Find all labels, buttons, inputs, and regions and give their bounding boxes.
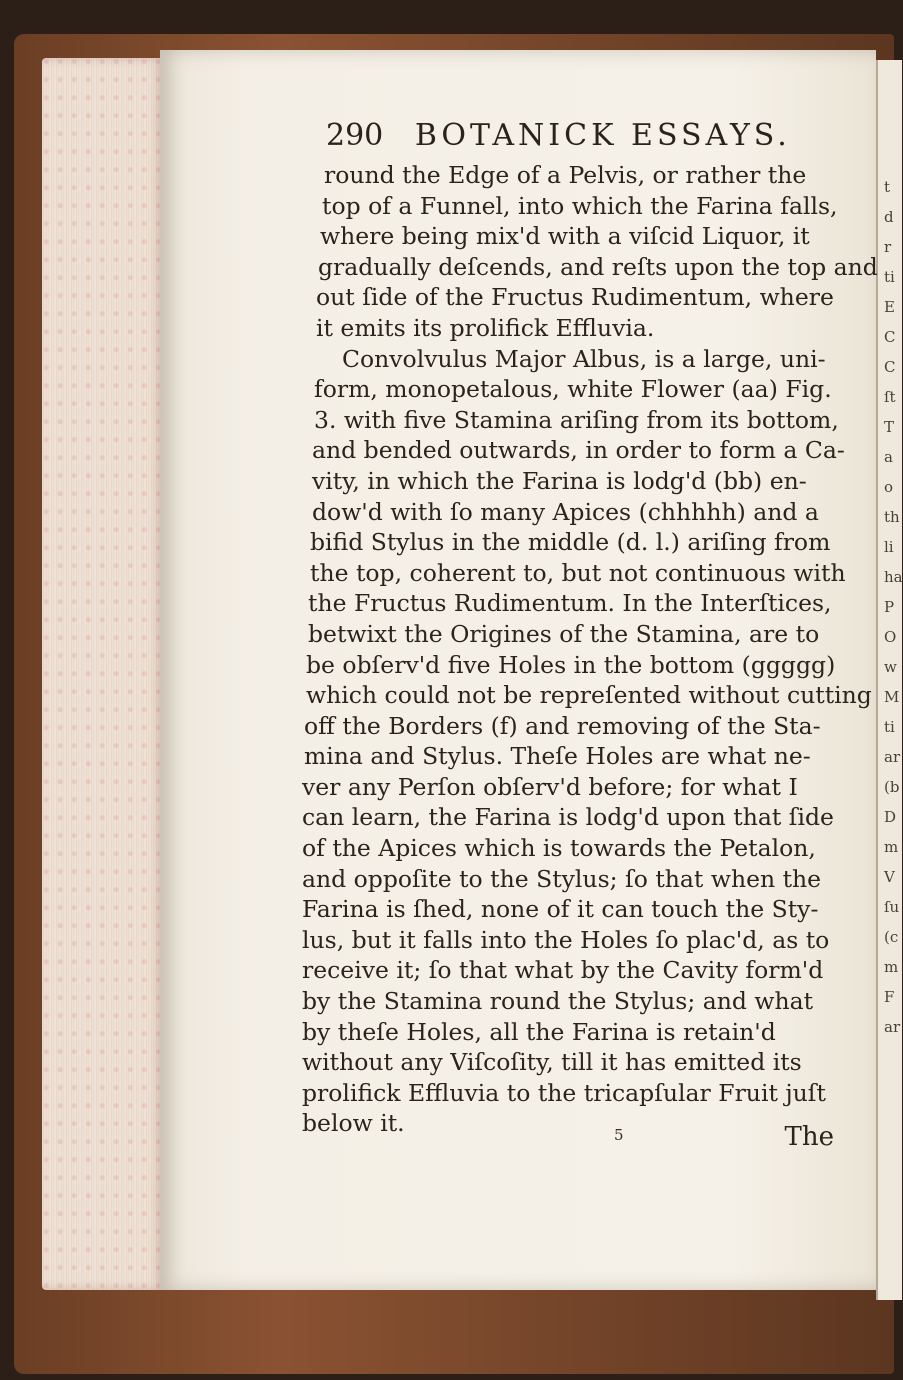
facing-page-fragment: r <box>884 238 892 256</box>
text-line: which could not be repreſented without cutting <box>306 681 872 710</box>
facing-page-edge <box>876 60 902 1300</box>
facing-page-fragment: o <box>884 478 894 496</box>
page-edges <box>42 58 164 1290</box>
text-line: form, monopetalous, white Flower (aa) Fig. <box>314 375 832 404</box>
facing-page-fragment: P <box>884 598 895 616</box>
text-line: by the Stamina round the Stylus; and what <box>302 987 814 1016</box>
facing-page-fragment: (c <box>884 928 899 946</box>
facing-page-fragment: a <box>884 448 893 466</box>
facing-page-fragment: ar <box>884 748 901 766</box>
facing-page-fragment: M <box>884 688 900 706</box>
text-line: top of a Funnel, into which the Farina falls, <box>322 191 838 220</box>
text-line: can learn, the Farina is lodg'd upon that ſide <box>302 803 834 832</box>
signature-mark: 5 <box>614 1126 624 1144</box>
facing-page-fragment: C <box>884 328 896 346</box>
text-line: it emits its prolifick Effluvia. <box>316 313 655 342</box>
text-line: without any Viſcoſity, till it has emitted its <box>302 1048 802 1077</box>
facing-page-fragment: ſu <box>884 898 900 916</box>
facing-page-fragment: w <box>884 658 897 676</box>
facing-page-fragment: t <box>884 178 891 196</box>
text-line: prolifick Effluvia to the tricapſular Fruit juſt <box>302 1078 826 1107</box>
page-number: 290 <box>326 118 384 153</box>
text-line: dow'd with ſo many Apices (chhhhh) and a <box>312 497 819 526</box>
text-line: mina and Stylus. Theſe Holes are what ne- <box>304 742 811 771</box>
text-line: bifid Stylus in the middle (d. l.) ariſing from <box>310 528 831 557</box>
facing-page-fragment: (b <box>884 778 900 796</box>
facing-page-fragment: d <box>884 208 894 226</box>
facing-page-fragment: m <box>884 958 899 976</box>
running-header <box>326 118 846 158</box>
text-line: off the Borders (f) and removing of the Sta- <box>304 711 821 740</box>
text-line: the Fructus Rudimentum. In the Interſtices, <box>308 589 832 618</box>
facing-page-fragment: C <box>884 358 896 376</box>
facing-page-fragment: D <box>884 808 897 826</box>
text-line: Convolvulus Major Albus, is a large, uni- <box>342 344 826 373</box>
page-footer <box>302 1122 862 1162</box>
facing-page-fragment: ti <box>884 268 895 286</box>
facing-page-fragment: E <box>884 298 895 316</box>
text-line: of the Apices which is towards the Petalon, <box>302 834 816 863</box>
facing-page-fragment: ſt <box>884 388 896 406</box>
text-line: the top, coherent to, but not continuous with <box>310 558 846 587</box>
text-line: round the Edge of a Pelvis, or rather the <box>324 161 807 189</box>
text-line: and bended outwards, in order to form a Ca- <box>312 436 845 465</box>
text-line: lus, but it falls into the Holes ſo plac'd, as to <box>302 925 830 954</box>
text-line: betwixt the Origines of the Stamina, are to <box>308 619 820 648</box>
text-line: gradually deſcends, and reſts upon the top and <box>318 252 878 281</box>
text-line: receive it; ſo that what by the Cavity form'd <box>302 956 824 985</box>
facing-page-fragment: ar <box>884 1018 901 1036</box>
facing-page-fragment: th <box>884 508 900 526</box>
body-text <box>302 160 878 1139</box>
facing-page-fragment: O <box>884 628 897 646</box>
text-line: below it. <box>302 1109 405 1138</box>
text-line: Farina is ſhed, none of it can touch the Sty- <box>302 895 819 924</box>
text-line: out ſide of the Fructus Rudimentum, where <box>316 283 834 312</box>
catchword: The <box>784 1122 834 1152</box>
facing-page-fragment: li <box>884 538 894 556</box>
facing-page-fragment: F <box>884 988 895 1006</box>
text-line: ver any Perſon obſerv'd before; for what I <box>302 772 798 801</box>
facing-page-fragment: m <box>884 838 899 856</box>
text-line: be obſerv'd five Holes in the bottom (ggggg) <box>306 650 836 679</box>
running-title: BOTANICK ESSAYS. <box>414 118 791 153</box>
facing-page-fragment: T <box>884 418 895 436</box>
text-line: where being mix'd with a viſcid Liquor, it <box>320 222 810 251</box>
facing-page-fragment: ha <box>884 568 903 586</box>
facing-page-fragment: V <box>884 868 895 886</box>
text-line: and oppoſite to the Stylus; ſo that when the <box>302 864 822 893</box>
text-line: vity, in which the Farina is lodg'd (bb) en- <box>312 466 807 495</box>
text-line: by theſe Holes, all the Farina is retain'd <box>302 1017 776 1046</box>
text-line: 3. with five Stamina ariſing from its bottom, <box>314 405 839 434</box>
facing-page-fragment: ti <box>884 718 895 736</box>
